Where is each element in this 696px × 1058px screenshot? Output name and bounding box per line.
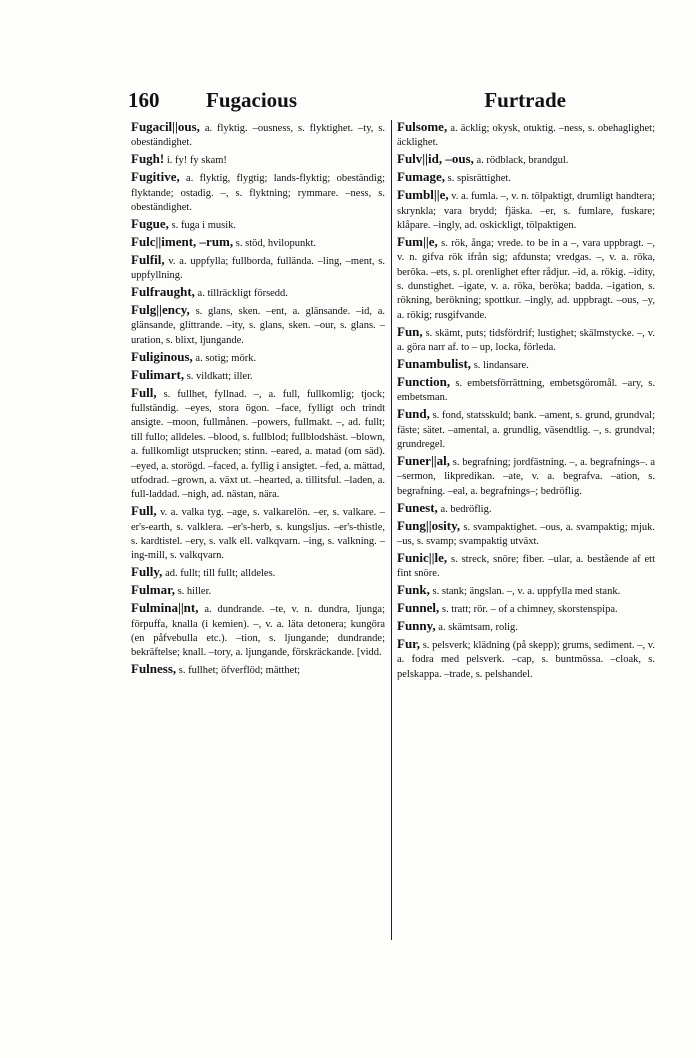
dictionary-entry [397,120,655,151]
dictionary-entry [397,601,655,617]
headword: Fugh! [131,151,165,167]
dictionary-entry [397,325,655,356]
definition: s. rök, ånga; vrede. to be in a –, vara uppbragt. –, v. n. gifva rök ifrån sig; afdunsta; vredgas. –, v. a. röka, beröka. –ets, s. pl. orenlighet efter rådjur. –id, a. rökig. –idity, s. dunstighet. –igate, v. a. röka, beröka; badda. –igation, s. rökning, berökning; spottkur. –ingly, ad. uppbragt. –ous, –y, a. rökig; rusgifvande. [397,237,656,321]
definition: ad. fullt; till fullt; alldeles. [165,568,276,580]
definition: a. flyktig. –ousness, s. flyktighet. –ty, s. obeständighet. [131,123,386,149]
dictionary-entry [131,386,385,503]
definition: s. vildkatt; iller. [186,370,253,382]
definition: a. bedröflig. [440,503,492,515]
dictionary-entry [397,375,655,406]
definition: v. a. fumla. –, v. n. tölpaktigt, drumligt handtera; skrynkla; vara brydd; fjäska. –er, s. fumlare, fuskare; klåpare. –ingly, ad. oskickligt, tölpaktigen. [397,191,655,231]
dictionary-entry [397,152,655,168]
definition: s. streck, snöre; fiber. –ular, a. bestående af ett fint snöre. [397,553,656,580]
headword: Fun, [397,323,423,339]
headword: Funnel, [397,600,440,616]
headword: Fugacil||ous, [131,119,200,134]
dictionary-entry [131,565,385,581]
dictionary-entry [397,170,655,186]
definition: s. skämt, puts; tidsfördrif; lustighet; skälmstycke. –, v. a. göra narr af. to – up, locka, förleda. [397,327,656,354]
dictionary-entry [397,235,655,323]
headword: Fulness, [131,661,177,677]
dictionary-entry [131,601,385,661]
dictionary-entry [397,519,655,550]
definition: s. fullhet, fyllnad. –, a. full, fullkomlig; tjock; fullständig. –eyes, stora ögon. –face, fylligt och trindt ansigte. –moon, fullmånen. –powers, fullmakt. –, ad. fullt; till fullo; alldeles. –blood, s. fullblod; fullblodshäst. –blown, a. fullkomligt utsprucken; stinn. –eared, a. matad (om säd). –eyed, a. storögd. –faced, a. fyllig i ansigtet. –fed, a. mättad, utfodrad. –grown, a. växt ut. –hearted, a. tillitsful. –laden, a. full-laddad. –nigh, ad. nästan, nära. [131,388,386,501]
dictionary-entry [131,152,385,168]
dictionary-entry [131,662,385,678]
headword: Function, [397,374,451,389]
dictionary-entry [131,217,385,233]
definition: i. fy! fy skam! [166,155,227,167]
column-divider [391,120,392,940]
definition: s. spisrättighet. [447,173,511,185]
dictionary-entry [397,637,655,682]
definition: s. begrafning; jordfästning. –, a. begrafnings–. a –sermon, likpredikan. –ate, v. a. begrafva. –ation, s. begrafning. –eal, a. begrafnings–; bedröflig. [397,457,655,497]
dictionary-entry [397,407,655,452]
definition: a. tillräckligt försedd. [197,288,288,300]
dictionary-entry [397,551,655,582]
page-header [128,88,568,116]
dictionary-entry [397,583,655,599]
headword: Funk, [397,582,430,598]
left-guide-word: Fugacious [206,88,298,112]
dictionary-entry [131,303,385,348]
dictionary-entry [397,188,655,233]
headword: Fulsome, [397,119,448,134]
headword: Fum||e, [397,233,438,249]
definition: s. embetsförrättning, embetsgöromål. –ary, s. embetsman. [397,378,655,404]
headword: Funny, [397,618,436,634]
headword: Fulv||id, –ous, [397,151,474,167]
definition: s. tratt; rör. – of a chimney, skorstenspipa. [441,604,618,616]
definition: a. sotig; mörk. [195,352,257,364]
dictionary-entry [131,170,385,215]
headword: Funer||al, [397,453,451,469]
headword: Fur, [397,636,420,651]
headword: Fugitive, [131,169,180,185]
headword: Full, [131,503,157,519]
headword: Funest, [397,499,438,515]
dictionary-entry [131,504,385,564]
headword: Fulfil, [131,251,165,267]
headword: Fumbl||e, [397,187,449,203]
right-column [397,120,655,684]
headword: Funic||le, [397,549,448,565]
definition: a. rödblack, brandgul. [476,155,569,167]
dictionary-entry [397,454,655,499]
headword: Fulmina||nt, [131,600,199,616]
dictionary-entry [397,619,655,635]
dictionary-entry [131,235,385,251]
definition: s. fullhet; öfverflöd; mätthet; [178,665,301,677]
definition: a. flyktig, flygtig; lands-flyktig; obeständig; flyktande; ostadig. –, s. flyktning; rymmare. –ness, s. obeständighet. [131,173,386,214]
dictionary-entry [131,285,385,301]
right-guide-word: Furtrade [484,88,566,112]
headword: Fulc||iment, –rum, [131,233,234,249]
headword: Fumage, [397,169,446,185]
headword: Fulmar, [131,582,175,598]
definition: s. stöd, hvilopunkt. [235,237,316,249]
headword: Fulg||ency, [131,301,190,317]
page-number: 160 [128,88,160,112]
definition: a. äcklig; okysk, otuktig. –ness, s. obehaglighet; äcklighet. [397,123,656,149]
headword: Fund, [397,406,430,422]
definition: a. dundrande. –te, v. n. dundra, ljunga; förpuffa, knalla (i kemien). –, v. a. läta detonera; kungöra (en påfvebulla etc.). –tion, s. ljungande; dundrande; bekräftelse; knall. –tory, a. ljungande, förskräckande. [vidd. [131,604,385,659]
dictionary-entry [131,120,385,151]
dictionary-entry [397,357,655,373]
dictionary-entry [131,350,385,366]
headword: Fulimart, [131,366,185,382]
definition: v. a. uppfylla; fullborda, fullända. –ling, –ment, s. uppfyllning. [131,255,385,282]
headword: Funambulist, [397,356,472,372]
definition: v. a. valka tyg. –age, s. valkarelön. –er, s. valkare. –er's-earth, s. valklera. –er's-herb, s. kungsljus. –er's-thistle, s. kardtistel. –ery, s. valk ell. valkqvarn. –ing, s. valkning. –ing-mill, s. valkqvarn. [131,507,386,562]
definition: s. svampaktighet. –ous, a. svampaktig; mjuk. –us, s. svamp; svampaktig utväxt. [397,521,656,548]
headword: Fully, [131,564,163,580]
definition: s. glans, sken. –ent, a. glänsande. –id, a. glänsande, glittrande. –ity, s. glans, sken. –our, s. glans. –uration, s. blixt, ljungande. [131,305,386,346]
headword: Fung||osity, [397,517,461,533]
dictionary-entry [131,583,385,599]
definition: s. pelsverk; klädning (på skepp); grums, sediment. –, v. a. fodra med pelsverk. –cap, s. buntmössa. –cloak, s. pelskappa. –trade, s. pelshandel. [397,640,655,680]
dictionary-entry [131,253,385,284]
definition: s. fuga i musik. [171,219,237,231]
headword: Fuliginous, [131,348,193,364]
definition: s. hiller. [177,586,212,598]
left-column [131,120,385,680]
dictionary-entry [131,368,385,384]
definition: a. skämtsam, rolig. [438,622,518,634]
headword: Full, [131,384,157,400]
definition: s. fond, statsskuld; bank. –ament, s. grund, grundval; fäste; sätet. –amental, a. grundlig, väsendtlig. –, s. grundval; grundregel. [397,410,656,451]
definition: s. stank; ängslan. –, v. a. uppfylla med stank. [432,586,621,598]
headword: Fulfraught, [131,284,195,300]
headword: Fugue, [131,215,169,231]
definition: s. lindansare. [473,360,529,372]
dictionary-entry [397,501,655,517]
